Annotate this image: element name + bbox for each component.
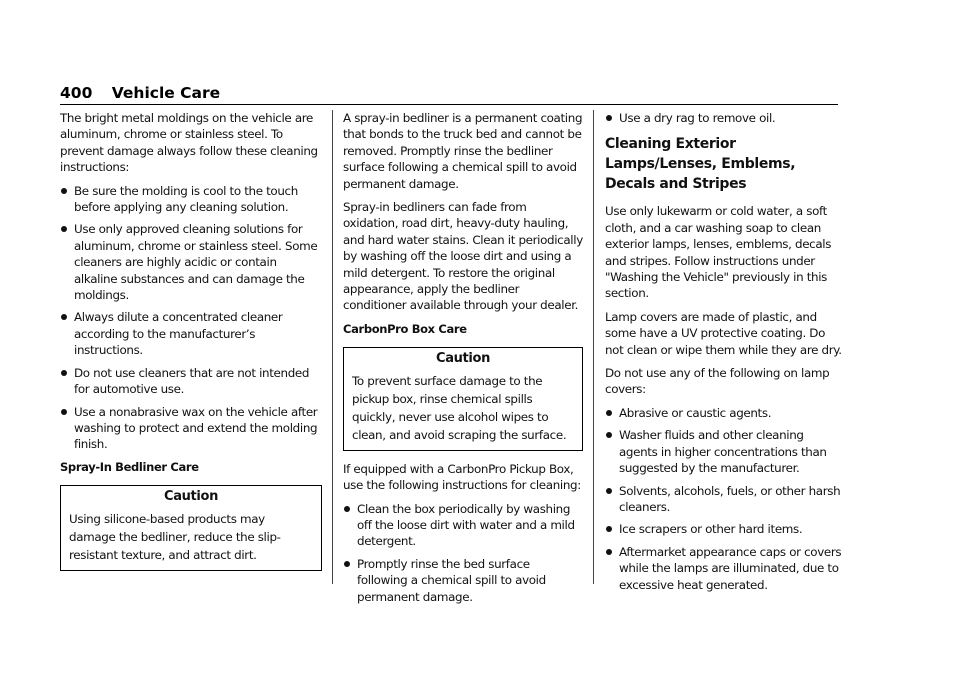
list-item: Solvents, alcohols, fuels, or other harsh cleaners. [605,483,845,516]
bullet-list [605,110,845,126]
bullet-icon [61,314,67,320]
page-number: 400 [60,84,93,102]
list-item: Use a dry rag to remove oil. [605,110,845,126]
caution-body: To prevent surface damage to the pickup box, rinse chemical spills quickly, never use alcohol wipes to clean, and avoid scraping the surface. [352,373,567,442]
bullet-icon [61,226,67,232]
bullet-list [605,405,845,593]
bullet-icon [606,526,612,532]
list-item: Abrasive or caustic agents. [605,405,845,421]
section-heading: Cleaning Exterior Lamps/Lenses, Emblems, Decals and Stripes [605,136,796,193]
bullet-icon [606,410,612,416]
list-item: Aftermarket appearance caps or covers while the lamps are illuminated, due to excessive heat generated. [605,544,845,593]
paragraph: Spray-in bedliners can fade from oxidation, road dirt, heavy-duty hauling, and hard water stains. Clean it periodically by washing off the loose dirt and using a mild detergent. To restore the original appearance, apply the bedliner conditioner available through your dealer. [343,200,583,313]
paragraph: Use only lukewarm or cold water, a soft cloth, and a car washing soap to clean exterior lamps, lenses, emblems, decals and stripes. Follow instructions under "Washing the Vehicle" previously in this section. [605,204,832,301]
paragraph: If equipped with a CarbonPro Pickup Box, use the following instructions for cleaning: [343,461,581,493]
bullet-icon [606,549,612,555]
section-title: Vehicle Care [111,84,221,102]
column-divider [593,110,594,584]
paragraph: Lamp covers are made of plastic, and some have a UV protective coating. Do not clean or wipe them while they are dry. [605,309,842,357]
header-rule [60,104,838,105]
bullet-list [60,183,322,453]
bullet-icon [61,409,67,415]
caution-body: Using silicone-based products may damage the bedliner, reduce the slip-resistant texture, and attract dirt. [69,511,281,562]
column-divider [332,110,333,584]
caution-title: Caution [436,351,490,367]
list-item: Clean the box periodically by washing off the loose dirt with water and a mild detergent. [343,501,583,550]
bullet-icon [344,506,350,512]
column-left [60,110,322,581]
bullet-icon [606,115,612,121]
list-item: Do not use cleaners that are not intended for automotive use. [60,365,322,398]
bullet-icon [344,561,350,567]
list-item: Ice scrapers or other hard items. [605,521,845,537]
caution-title: Caution [164,489,218,505]
list-item: Use a nonabrasive wax on the vehicle after washing to protect and extend the molding finish. [60,404,322,453]
list-item: Always dilute a concentrated cleaner according to the manufacturer’s instructions. [60,309,322,358]
bullet-icon [61,188,67,194]
column-right [605,110,845,599]
list-item: Use only approved cleaning solutions for aluminum, chrome or stainless steel. Some cleaners are highly acidic or contain alkaline substances and can damage the moldings. [60,221,322,303]
bullet-icon [61,370,67,376]
bullet-icon [606,488,612,494]
caution-box [343,347,583,450]
list-item: Promptly rinse the bed surface following a chemical spill to avoid permanent damage. [343,556,583,605]
list-item: Washer fluids and other cleaning agents in higher concentrations than suggested by the manufacturer. [605,427,845,476]
bullet-list [343,501,583,605]
bullet-icon [606,432,612,438]
list-item: Be sure the molding is cool to the touch before applying any cleaning solution. [60,183,322,216]
caution-box [60,485,322,570]
paragraph: The bright metal moldings on the vehicle are aluminum, chrome or stainless steel. To prevent damage always follow these cleaning instructions: [60,111,318,175]
column-middle [343,110,583,611]
paragraph: A spray-in bedliner is a permanent coating that bonds to the truck bed and cannot be removed. Promptly rinse the bedliner surface following a chemical spill to avoid permanent damage. [343,111,583,191]
subheading: Spray-In Bedliner Care [60,459,199,474]
subheading: CarbonPro Box Care [343,321,467,336]
page-header [60,84,220,102]
paragraph: Do not use any of the following on lamp covers: [605,366,830,397]
